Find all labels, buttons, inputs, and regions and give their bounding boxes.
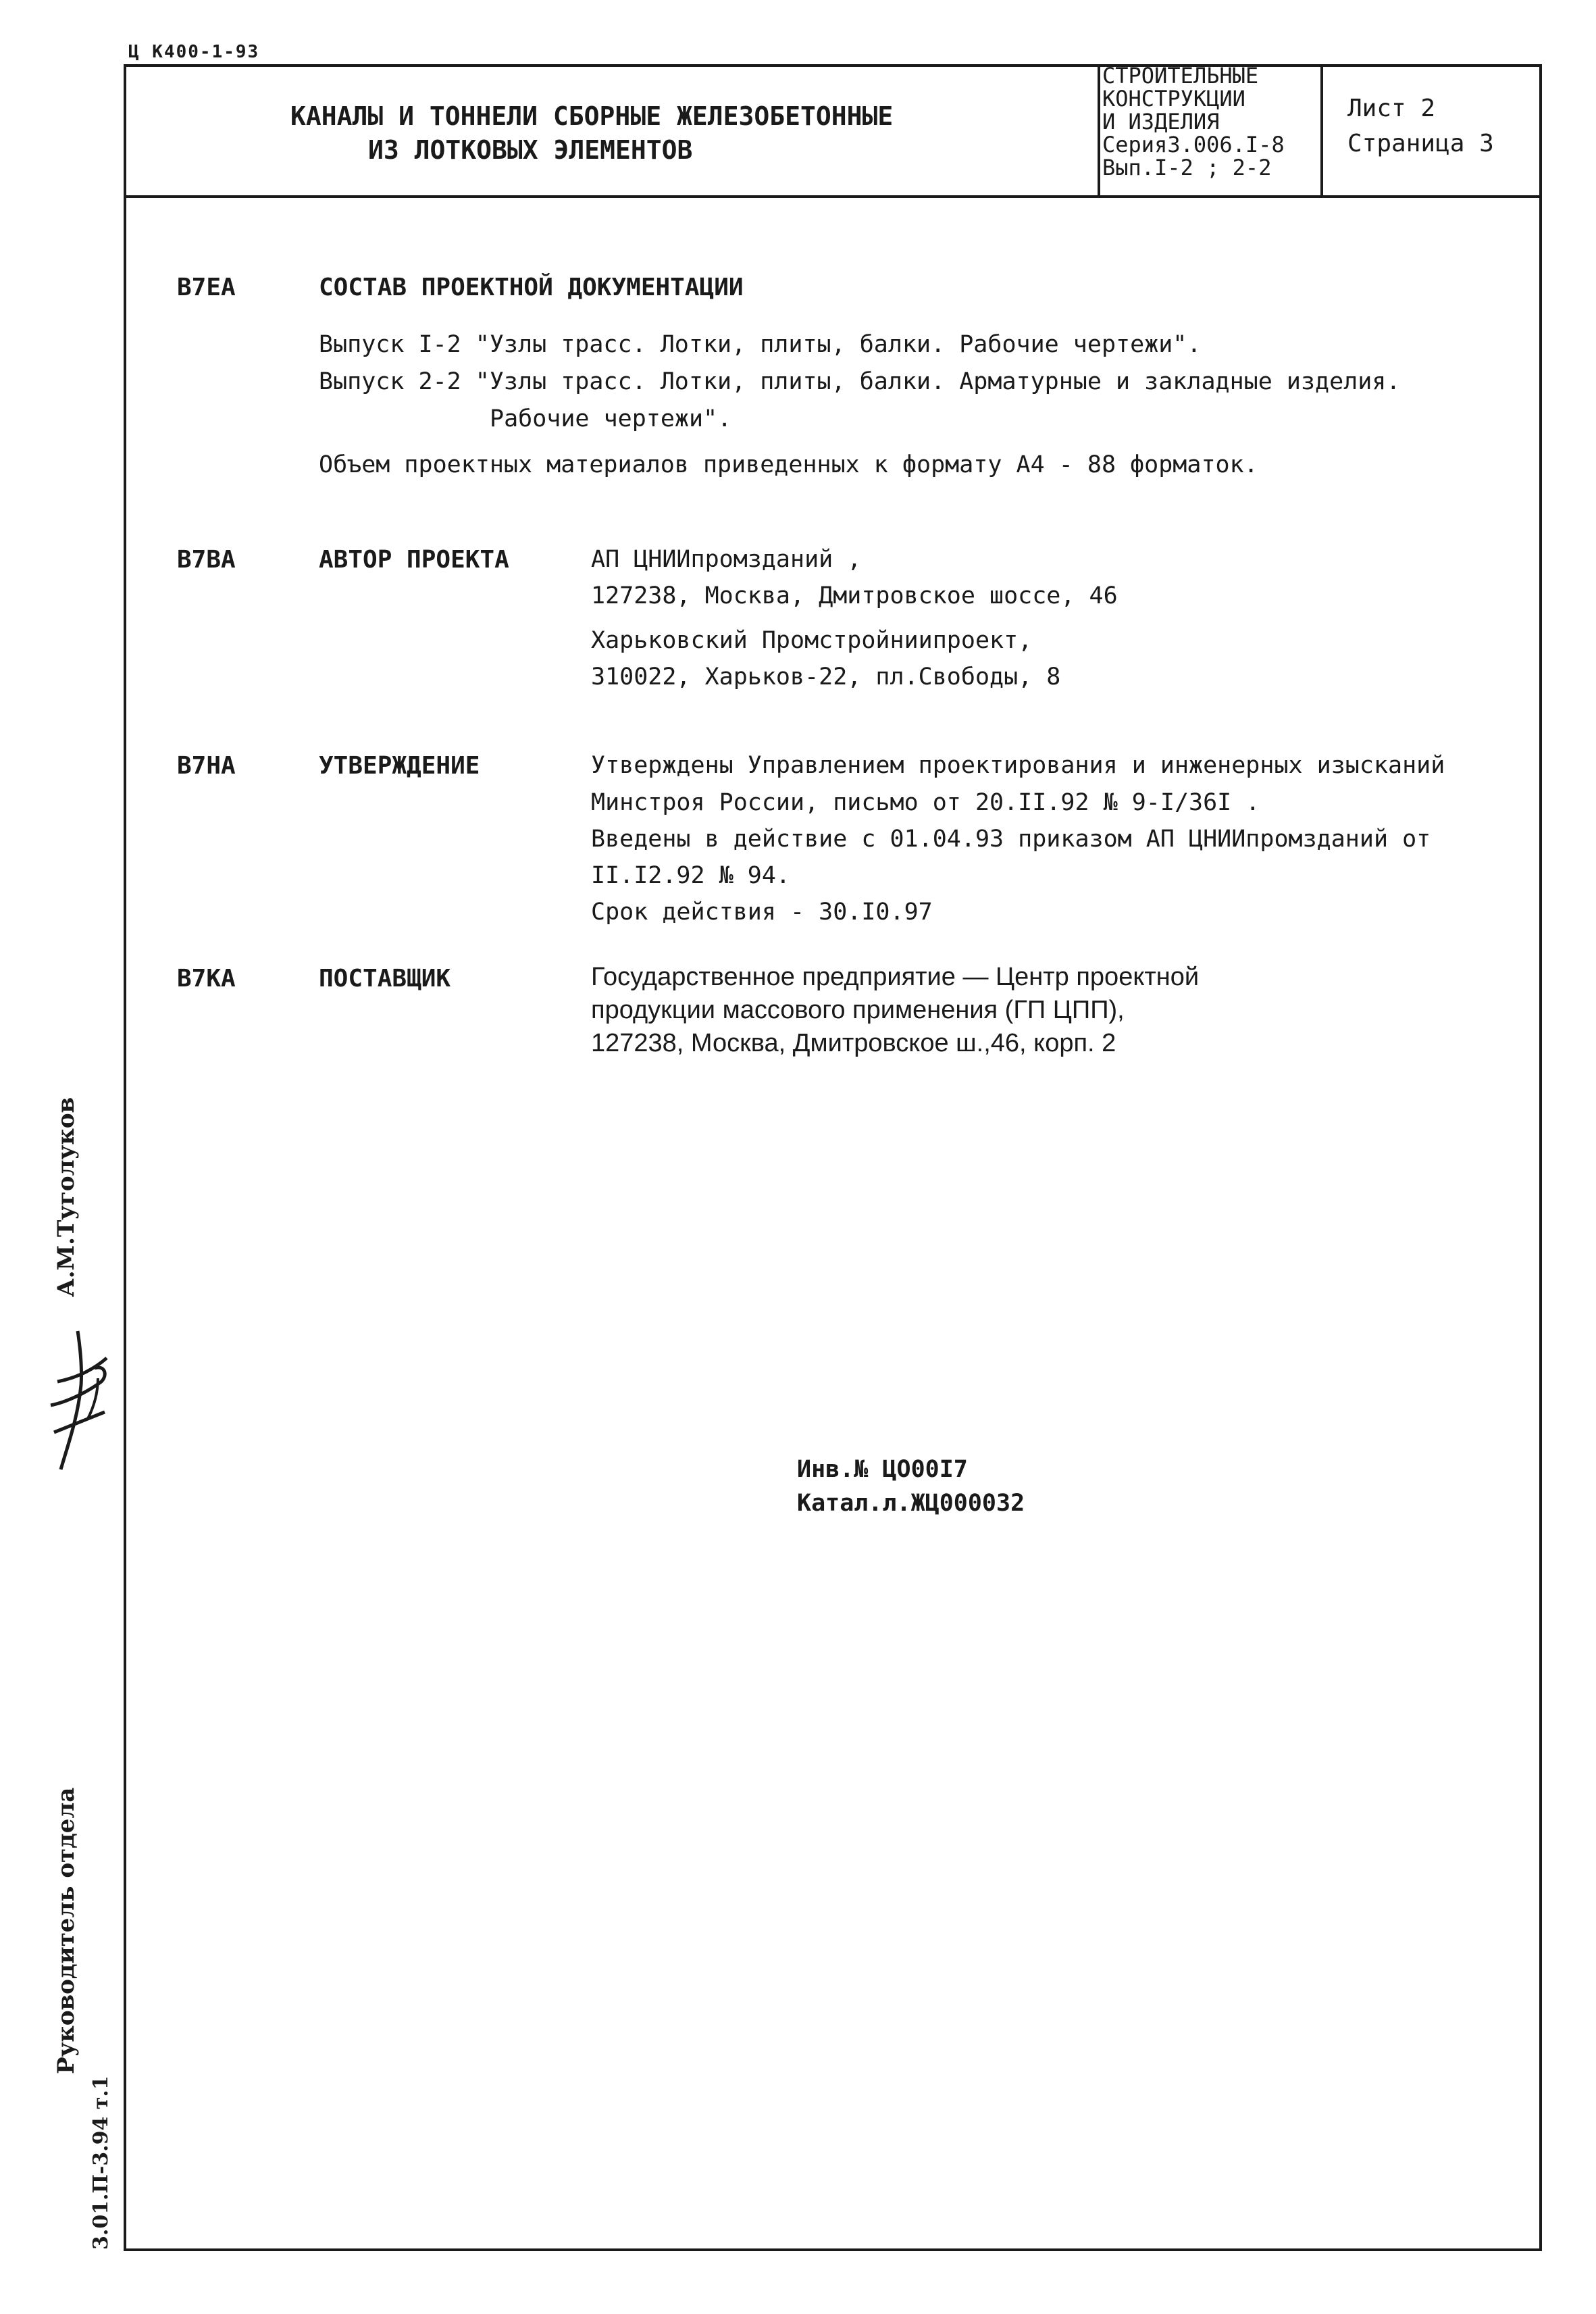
series-line: СТРОИТЕЛЬНЫЕ xyxy=(1102,63,1259,89)
page-number: Страница 3 xyxy=(1347,130,1494,157)
section-code-composition: В7ЕА xyxy=(177,274,236,301)
section-label-author: АВТОР ПРОЕКТА xyxy=(319,546,509,574)
composition-line-2: Выпуск 2-2 "Узлы трасс. Лотки, плиты, балки. Арматурные и закладные изделия. xyxy=(319,368,1401,395)
section-code-supplier: В7КА xyxy=(177,965,236,992)
header-divider xyxy=(124,195,1542,198)
section-label-approval: УТВЕРЖДЕНИЕ xyxy=(319,752,480,780)
inventory-number: Инв.№ ЦО00I7 xyxy=(797,1456,968,1483)
section-code-author: В7ВА xyxy=(177,546,236,574)
supplier-line-2: продукции массового применения (ГП ЦПП), xyxy=(591,996,1125,1024)
composition-line-3: Рабочие чертежи". xyxy=(490,405,732,432)
composition-line-4: Объем проектных материалов приведенных к формату А4 - 88 форматок. xyxy=(319,451,1258,478)
series-line: Серия3.006.I-8 xyxy=(1102,132,1285,157)
series-line: И ИЗДЕЛИЯ xyxy=(1102,109,1220,134)
series-line: Вып.I-2 ; 2-2 xyxy=(1102,155,1272,180)
series-line: КОНСТРУКЦИИ xyxy=(1102,86,1245,111)
catalog-number: Катал.л.ЖЦ000032 xyxy=(797,1490,1025,1517)
sheet-number: Лист 2 xyxy=(1347,95,1436,122)
supplier-line-3: 127238, Москва, Дмитровское ш.,46, корп. 2 xyxy=(591,1029,1116,1057)
form-code: 3.01.П-3.94 т.1 xyxy=(89,2076,113,2250)
signature-icon xyxy=(41,1317,115,1480)
section-code-approval: В7НА xyxy=(177,752,236,780)
title-line-2: ИЗ ЛОТКОВЫХ ЭЛЕМЕНТОВ xyxy=(368,135,693,165)
signer-name: А.М.Туголуков xyxy=(53,1097,80,1297)
approval-line-4: II.I2.92 № 94. xyxy=(591,862,791,889)
composition-line-1: Выпуск I-2 "Узлы трасс. Лотки, плиты, балки. Рабочие чертежи". xyxy=(319,331,1202,358)
header-col-divider-2 xyxy=(1320,64,1323,197)
section-label-supplier: ПОСТАВЩИК xyxy=(319,965,451,992)
author-line-2: 127238, Москва, Дмитровское шоссе, 46 xyxy=(591,582,1118,609)
document-code: Ц К400-1-93 xyxy=(128,42,260,62)
approval-line-3: Введены в действие с 01.04.93 приказом АП ЦНИИпромзданий от xyxy=(591,826,1431,853)
section-label-composition: СОСТАВ ПРОЕКТНОЙ ДОКУМЕНТАЦИИ xyxy=(319,274,744,301)
author-line-1: АП ЦНИИпромзданий , xyxy=(591,546,862,573)
title-line-1: КАНАЛЫ И ТОННЕЛИ СБОРНЫЕ ЖЕЛЕЗОБЕТОННЫЕ xyxy=(290,101,894,131)
approval-line-1: Утверждены Управлением проектирования и инженерных изысканий xyxy=(591,752,1445,779)
author-line-4: 310022, Харьков-22, пл.Свободы, 8 xyxy=(591,663,1061,690)
series-block xyxy=(1102,64,1285,179)
header-col-divider-1 xyxy=(1098,64,1100,197)
approval-line-2: Минстроя России, письмо от 20.II.92 № 9-I/36I . xyxy=(591,789,1260,816)
signer-position: Руководитель отдела xyxy=(53,1787,80,2074)
supplier-line-1: Государственное предприятие — Центр проектной xyxy=(591,963,1200,991)
author-line-3: Харьковский Промстройниипроект, xyxy=(591,627,1033,654)
approval-line-5: Срок действия - 30.I0.97 xyxy=(591,899,933,926)
